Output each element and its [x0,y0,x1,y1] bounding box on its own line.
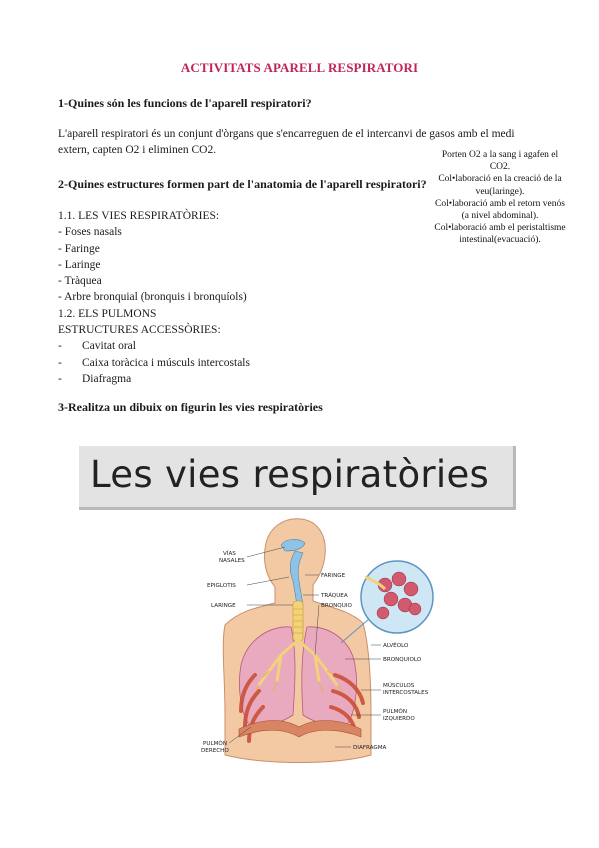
side-note-line: Porten O2 a la sang i agafen el [441,150,559,160]
accessories-header: ESTRUCTURES ACCESSÒRIES: [58,324,221,337]
list-item: - Laringe [58,258,101,271]
label-pulmon-izquierdo: PULMÓN [383,709,407,715]
side-notes [420,149,580,247]
side-note-line: intestinal(evacuació). [459,235,541,246]
question-1: 1-Quines són les funcions de l'aparell respiratori? [58,96,312,110]
respiratory-diagram [185,515,445,795]
side-note-line: Col•laboració en la creació de la [438,174,562,185]
label-bronquio: BRONQUIO [321,603,352,609]
label-vias-nasales: VÍAS [223,551,236,557]
list-item: - Faringe [58,242,100,255]
side-note-line: Col•laboració amb el retorn venós [435,198,565,209]
side-note-line: (a nivel abdominal). [461,211,539,222]
figure-banner-title: Les vies respiratòries [90,453,490,496]
pulmons-header: 1.2. ELS PULMONS [58,307,157,320]
list-item-label: Cavitat oral [82,340,136,353]
list-item: - Tràquea [58,275,102,288]
list-item-label: Diafragma [82,372,132,385]
label-pulmon-derecho: PULMÓN [203,741,227,747]
label-faringe: FARINGE [321,573,346,579]
label-pulmon-izquierdo: IZQUIERDO [383,716,415,722]
bullet-dash: - [58,340,62,353]
answer-1-line-1: L'aparell respiratori és un conjunt d'òrgans que s'encarreguen de el intercanvi de gasos amb el medi [58,128,515,140]
label-epiglotis: EPIGLOTIS [207,583,236,589]
list-item [58,338,250,354]
label-laringe: LARINGE [211,603,236,609]
list-item: - Foses nasals [58,226,122,239]
label-bronquiolo: BRONQUIOLO [383,657,422,663]
page-title: ACTIVITATS APARELL RESPIRATORI [180,60,419,75]
list-item [58,371,250,387]
side-note-line: CO2. [489,162,511,173]
label-traquea: TRÁQUEA [321,593,348,599]
list-item-label: Caixa toràcica i músculs intercostals [82,356,250,369]
label-diafragma: DIAFRAGMA [353,745,387,751]
vies-header: 1.1. LES VIES RESPIRATÒRIES: [58,210,220,222]
question-2: 2-Quines estructures formen part de l'anatomia de l'aparell respiratori? [58,177,427,191]
question-3: 3-Realitza un dibuix on figurin les vies respiratòries [58,400,323,414]
list-item [58,355,250,371]
list-item: - Arbre bronquial (bronquis i bronquíols) [58,291,247,304]
label-intercostales: INTERCOSTALES [383,690,429,696]
label-alveolo: ALVÉOLO [383,643,409,649]
label-musculos: MÚSCULOS [383,683,415,689]
label-vias-nasales: NASALES [219,558,245,564]
side-note-line: veu(laringe). [475,186,525,197]
side-note-line: Col•laboració amb el peristaltisme [434,223,566,234]
bullet-dash: - [58,372,62,385]
bullet-dash: - [58,356,62,369]
label-pulmon-derecho: DERECHO [201,748,229,754]
structures-list [58,208,250,387]
answer-1-line-2: extern, capten O2 i eliminen CO2. [58,144,217,156]
